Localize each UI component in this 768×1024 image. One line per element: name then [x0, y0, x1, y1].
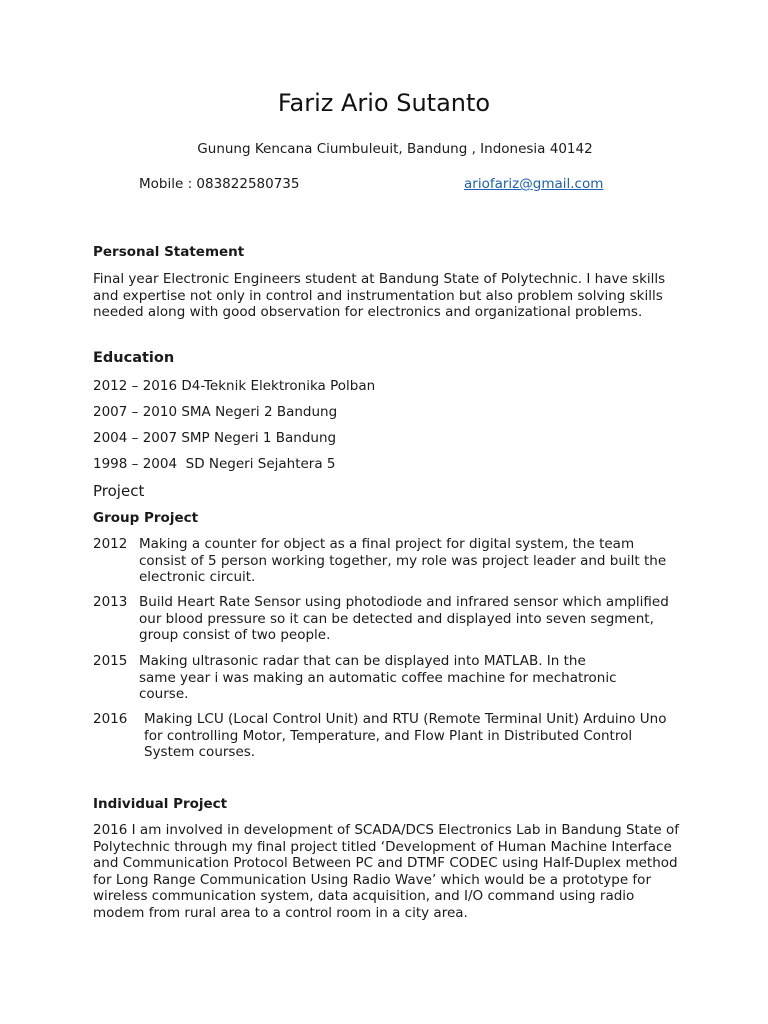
project-year: 2012	[93, 536, 128, 552]
mobile-number: Mobile : 083822580735	[139, 176, 300, 192]
candidate-name: Fariz Ario Sutanto	[277, 89, 491, 117]
individual-project-text: 2016 I am involved in development of SCADA/DCS Electronics Lab in Bandung State of Polytechnic through my final project titled ‘Development of Human Machine Interface and Communication Protocol Between PC and DTMF CODEC using Half-Duplex method for Long Range Communication Using Radio Wave’ which would be a prototype for wireless communication system, data acquisition, and I/O command using radio modem from rural area to a control room in a city area.	[93, 822, 679, 921]
personal-statement-heading: Personal Statement	[93, 244, 245, 260]
education-item: 1998 – 2004 SD Negeri Sejahtera 5	[93, 456, 336, 472]
project-heading: Project	[93, 482, 145, 500]
personal-statement-text: Final year Electronic Engineers student at Bandung State of Polytechnic. I have skills and expertise not only in control and instrumentation but also problem solving skills needed along with good observation for electronics and organizational problems.	[93, 271, 666, 320]
project-description: Making ultrasonic radar that can be displayed into MATLAB. In the same year i was making an automatic coffee machine for mechatronic course.	[139, 653, 617, 702]
project-year: 2015	[93, 653, 128, 669]
email-link[interactable]: ariofariz@gmail.com	[464, 176, 604, 192]
education-item: 2012 – 2016 D4-Teknik Elektronika Polban	[93, 378, 376, 394]
education-heading: Education	[93, 350, 175, 366]
education-item: 2004 – 2007 SMP Negeri 1 Bandung	[93, 430, 337, 446]
address: Gunung Kencana Ciumbuleuit, Bandung , Indonesia 40142	[197, 141, 593, 157]
project-description: Build Heart Rate Sensor using photodiode and infrared sensor which amplified our blood pressure so it can be detected and displayed into seven segment, group consist of two people.	[139, 594, 669, 643]
group-project-heading: Group Project	[93, 510, 199, 526]
project-description: Making a counter for object as a final project for digital system, the team consist of 5 person working together, my role was project leader and built the electronic circuit.	[139, 536, 667, 585]
project-year: 2016	[93, 711, 128, 727]
individual-project-heading: Individual Project	[93, 796, 228, 812]
education-item: 2007 – 2010 SMA Negeri 2 Bandung	[93, 404, 338, 420]
project-description: Making LCU (Local Control Unit) and RTU (Remote Terminal Unit) Arduino Uno for controlling Motor, Temperature, and Flow Plant in Distributed Control System courses.	[144, 711, 667, 760]
project-year: 2013	[93, 594, 128, 610]
